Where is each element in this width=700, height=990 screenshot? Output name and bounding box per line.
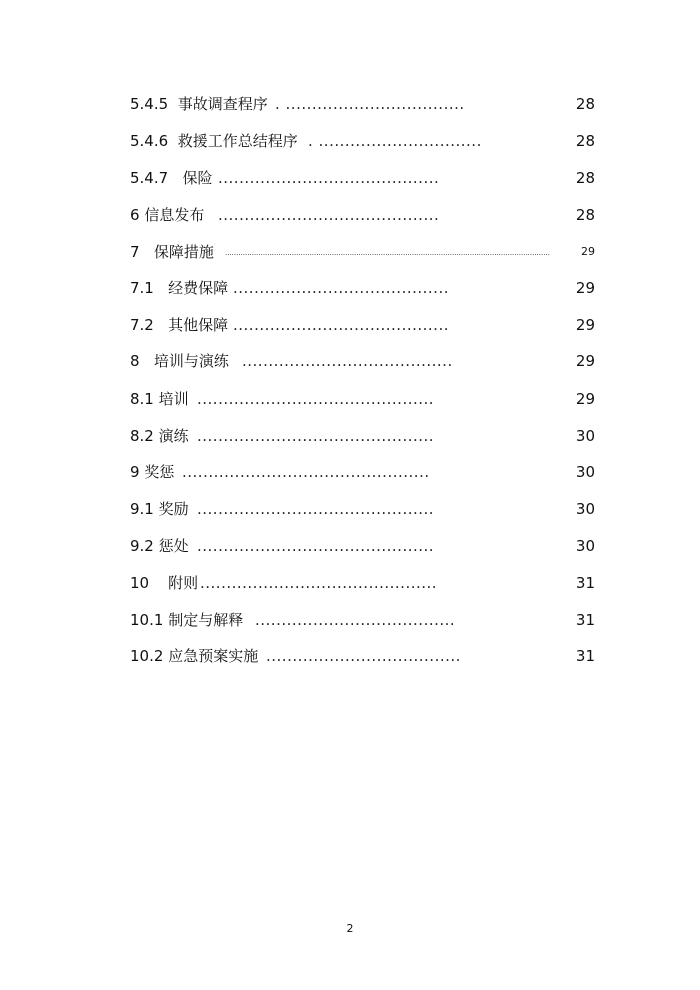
toc-entry-10-1[interactable] [130, 609, 595, 631]
toc-leader-dots: .......................................... [218, 206, 440, 224]
toc-entry-8-2[interactable] [130, 425, 595, 447]
toc-entry-number: 5.4.5 [130, 95, 169, 113]
toc-entry-title: 事故调查程序 [177, 95, 268, 113]
toc-leader-dots: ............................................. [197, 427, 435, 445]
toc-entry-title: 制定与解释 [168, 611, 244, 629]
toc-entry-title: 应急预案实施 [168, 647, 259, 665]
toc-leader-dots: ..................................... [266, 647, 461, 665]
toc-entry-number: 8.2 [130, 427, 154, 445]
toc-leader-dots: . ............................... [308, 132, 482, 150]
toc-entry-title: 其他保障 [163, 316, 229, 334]
toc-page-number: 29 [575, 390, 595, 408]
toc-leader-dots: ......................................... [233, 316, 449, 334]
toc-entry-10-2[interactable] [130, 645, 595, 667]
toc-page-number: 30 [575, 427, 595, 445]
toc-entry-title: 培训 [158, 390, 189, 408]
toc-entry-number: 5.4.6 [130, 132, 169, 150]
toc-entry-5-4-5[interactable] [130, 93, 595, 115]
toc-entry-5-4-7[interactable] [130, 167, 595, 189]
page-footer-number: 2 [346, 922, 354, 935]
toc-entry-number: 6 [130, 206, 140, 224]
toc-entry-title: 奖惩 [144, 463, 175, 481]
toc-entry-number: 7 [130, 243, 140, 261]
toc-entry-9-2[interactable] [130, 535, 595, 557]
toc-page-number: 28 [575, 132, 595, 150]
toc-entry-title: 附则 [163, 574, 199, 592]
toc-entry-title: 惩处 [158, 537, 189, 555]
toc-page-number: 30 [575, 463, 595, 481]
toc-leader-dots: ............................................. [197, 500, 435, 518]
toc-entry-title: 奖励 [158, 500, 189, 518]
toc-entry-number: 7.1 [130, 279, 154, 297]
toc-page-number: 28 [575, 206, 595, 224]
toc-leader-dots: ............................................. [197, 537, 435, 555]
toc-page-number: 30 [575, 537, 595, 555]
toc-entry-number: 9.1 [130, 500, 154, 518]
toc-entry-7[interactable] [130, 241, 595, 263]
toc-page-number: 29 [581, 245, 595, 258]
toc-leader-dots: ............................................. [197, 390, 435, 408]
toc-leader-dots: .......................................... [218, 169, 440, 187]
toc-leader-dots: ...................................... [255, 611, 456, 629]
toc-entry-title: 保险 [177, 169, 213, 187]
toc-page-number: 29 [575, 316, 595, 334]
toc-leader-dots: ............................................... [182, 463, 430, 481]
toc-entry-8[interactable] [130, 350, 595, 372]
toc-entry-number: 10 [130, 574, 150, 592]
toc-entry-number: 7.2 [130, 316, 154, 334]
toc-entry-number: 5.4.7 [130, 169, 169, 187]
toc-entry-10[interactable] [130, 572, 595, 594]
toc-page-number: 29 [575, 279, 595, 297]
toc-entry-number: 8.1 [130, 390, 154, 408]
toc-entry-9[interactable] [130, 461, 595, 483]
toc-page-number: 31 [575, 647, 595, 665]
toc-entry-title: 经费保障 [163, 279, 229, 297]
toc-entry-number: 9.2 [130, 537, 154, 555]
toc-leader-dots: . .................................. [275, 95, 465, 113]
toc-leader-dots: ......................................... [233, 279, 449, 297]
toc-entry-title: 保障措施 [149, 243, 214, 261]
toc-entry-title: 培训与演练 [149, 352, 229, 370]
toc-page-number: 28 [575, 95, 595, 113]
toc-entry-title: 救援工作总结程序 [177, 132, 298, 150]
toc-entry-9-1[interactable] [130, 498, 595, 520]
toc-page-number: 31 [575, 574, 595, 592]
toc-leader-dots: ........................................ [242, 352, 453, 370]
toc-page-number: 30 [575, 500, 595, 518]
toc-entry-title: 信息发布 [144, 206, 205, 224]
toc-entry-number: 10.2 [130, 647, 164, 665]
toc-entry-title: 演练 [158, 427, 189, 445]
toc-page-number: 29 [575, 352, 595, 370]
toc-leader-dots: .................................................................................................................................................. [225, 249, 550, 257]
toc-entry-number: 8 [130, 352, 140, 370]
toc-leader-dots: ............................................. [200, 574, 438, 592]
toc-entry-8-1[interactable] [130, 388, 595, 410]
toc-entry-7-1[interactable] [130, 277, 595, 299]
toc-entry-number: 10.1 [130, 611, 164, 629]
toc-entry-number: 9 [130, 463, 140, 481]
toc-entry-7-2[interactable] [130, 314, 595, 336]
toc-entry-6[interactable] [130, 204, 595, 226]
toc-entry-5-4-6[interactable] [130, 130, 595, 152]
toc-page-number: 31 [575, 611, 595, 629]
toc-page-number: 28 [575, 169, 595, 187]
